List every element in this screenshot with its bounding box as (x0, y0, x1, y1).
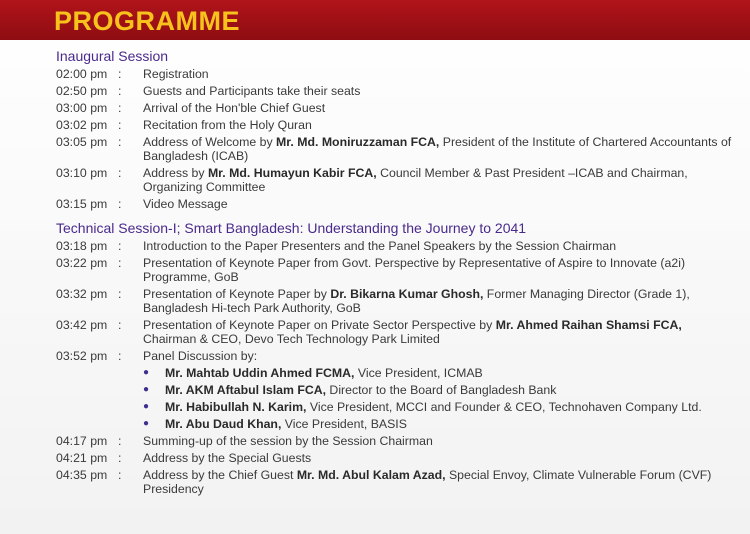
bullet-icon: ● (143, 418, 150, 429)
speaker-name: Mr. Md. Abul Kalam Azad, (296, 468, 446, 482)
schedule-row (56, 434, 736, 448)
speaker-name: Mr. Abu Daud Khan, (165, 417, 282, 431)
schedule-description (143, 67, 736, 81)
description-text: Director to the Board of Bangladesh Bank (326, 383, 557, 397)
schedule-description (143, 84, 736, 98)
panel-member-text (165, 383, 736, 397)
schedule-description (143, 349, 736, 363)
schedule-row (56, 197, 736, 211)
schedule-row (56, 239, 736, 253)
description-text: Special Guests (228, 451, 312, 465)
schedule-row (56, 468, 736, 496)
description-text: Address by the (143, 468, 229, 482)
bullet-icon: ● (143, 367, 150, 378)
speaker-name: Mr. Mahtab Uddin Ahmed FCMA, (165, 366, 355, 380)
description-text: Presentation of Keynote Paper from Govt. Perspective by Representative of Aspire to Innovate (a2i) Programme, GoB (143, 256, 686, 284)
time-separator: : (118, 101, 122, 115)
schedule-description (143, 166, 736, 194)
schedule-row (56, 287, 736, 315)
description-text: Address of Welcome by (143, 135, 277, 149)
schedule-time: 04:17 pm (56, 434, 108, 448)
time-separator: : (118, 84, 122, 98)
time-separator: : (118, 256, 122, 270)
time-separator: : (118, 239, 122, 253)
time-separator: : (118, 451, 122, 465)
description-text: Address by (143, 166, 208, 180)
time-separator: : (118, 67, 122, 81)
schedule-row (56, 349, 736, 363)
closing-schedule (56, 434, 736, 496)
time-separator: : (118, 166, 122, 180)
schedule-description (143, 239, 736, 253)
programme-content (56, 47, 736, 499)
speaker-name: Mr. Habibullah N. Karim, (165, 400, 307, 414)
inaugural-schedule (56, 67, 736, 211)
schedule-description (143, 135, 736, 163)
description-text: Vice President, MCCI and Founder & CEO, Technohaven Company Ltd. (306, 400, 702, 414)
description-text: Arrival of the Hon'ble Chief Guest (143, 101, 326, 115)
schedule-description (143, 197, 736, 211)
description-text: Presentation of Keynote Paper on Private Sector Perspective by (143, 318, 496, 332)
time-separator: : (118, 468, 122, 482)
schedule-time: 03:05 pm (56, 135, 108, 149)
schedule-row (56, 118, 736, 132)
description-text: Council Member & Past President –ICAB and Chairman, Organizing Committee (143, 166, 688, 194)
inaugural-session-title: Inaugural Session (56, 48, 169, 64)
schedule-time: 03:18 pm (56, 239, 108, 253)
bullet-icon: ● (143, 384, 150, 395)
description-text: Registration (143, 67, 209, 81)
description-text: Address by the (143, 451, 229, 465)
description-text: Recitation from the Holy Quran (143, 118, 312, 132)
time-separator: : (118, 434, 122, 448)
panel-member-text (165, 400, 736, 414)
schedule-time: 03:10 pm (56, 166, 108, 180)
description-text: Presentation of Keynote Paper by (143, 287, 331, 301)
panel-member-text (165, 417, 736, 431)
description-text: Chairman & CEO, Devo Tech Technology Park Limited (143, 332, 440, 346)
schedule-row (56, 451, 736, 465)
speaker-name: Mr. Ahmed Raihan Shamsi FCA, (495, 318, 682, 332)
schedule-description (143, 434, 736, 448)
schedule-description (143, 318, 736, 346)
schedule-row (56, 84, 736, 98)
panel-member (56, 400, 736, 414)
technical-schedule (56, 239, 736, 363)
schedule-time: 04:21 pm (56, 451, 108, 465)
speaker-name: Mr. AKM Aftabul Islam FCA, (165, 383, 327, 397)
time-separator: : (118, 349, 122, 363)
panel-member (56, 366, 736, 380)
panel-member-text (165, 366, 736, 380)
description-text: Chief Guest (228, 468, 297, 482)
schedule-time: 03:52 pm (56, 349, 108, 363)
schedule-description (143, 451, 736, 465)
schedule-row (56, 135, 736, 163)
schedule-time: 03:22 pm (56, 256, 108, 270)
schedule-row (56, 318, 736, 346)
schedule-description (143, 287, 736, 315)
description-text: Summing-up of the session by the Session Chairman (143, 434, 433, 448)
schedule-row (56, 166, 736, 194)
schedule-description (143, 118, 736, 132)
description-text: Vice President, BASIS (281, 417, 407, 431)
description-text: Introduction to the Paper Presenters and the Panel Speakers by the Session Chairman (143, 239, 617, 253)
panel-member (56, 383, 736, 397)
panel-list (56, 366, 736, 431)
schedule-time: 03:42 pm (56, 318, 108, 332)
schedule-row (56, 256, 736, 284)
description-text: Video Message (143, 197, 228, 211)
schedule-description (143, 468, 736, 496)
description-text: Guests and Participants take their seats (143, 84, 361, 98)
speaker-name: Mr. Md. Humayun Kabir FCA, (207, 166, 377, 180)
schedule-time: 03:00 pm (56, 101, 108, 115)
schedule-time: 03:15 pm (56, 197, 108, 211)
description-text: President of the Institute of Chartered Accountants of Bangladesh (ICAB) (143, 135, 732, 163)
time-separator: : (118, 197, 122, 211)
schedule-description (143, 256, 736, 284)
time-separator: : (118, 318, 122, 332)
schedule-row (56, 101, 736, 115)
description-text: Vice President, ICMAB (354, 366, 483, 380)
time-separator: : (118, 118, 122, 132)
schedule-time: 03:02 pm (56, 118, 108, 132)
speaker-name: Dr. Bikarna Kumar Ghosh, (330, 287, 484, 301)
schedule-time: 03:32 pm (56, 287, 108, 301)
technical-session-title: Technical Session-I; Smart Bangladesh: Understanding the Journey to 2041 (56, 220, 527, 236)
description-text: Panel Discussion by: (143, 349, 258, 363)
time-separator: : (118, 135, 122, 149)
schedule-time: 02:50 pm (56, 84, 108, 98)
speaker-name: Mr. Md. Moniruzzaman FCA, (276, 135, 440, 149)
schedule-row (56, 67, 736, 81)
page-title: PROGRAMME (54, 6, 240, 36)
schedule-time: 02:00 pm (56, 67, 108, 81)
description-text: Special Envoy, Climate Vulnerable Forum (CVF) Presidency (143, 468, 712, 496)
description-text: Former Managing Director (Grade 1), Bangladesh Hi-tech Park Authority, GoB (143, 287, 690, 315)
time-separator: : (118, 287, 122, 301)
schedule-time: 04:35 pm (56, 468, 108, 482)
bullet-icon: ● (143, 401, 150, 412)
panel-member (56, 417, 736, 431)
schedule-description (143, 101, 736, 115)
